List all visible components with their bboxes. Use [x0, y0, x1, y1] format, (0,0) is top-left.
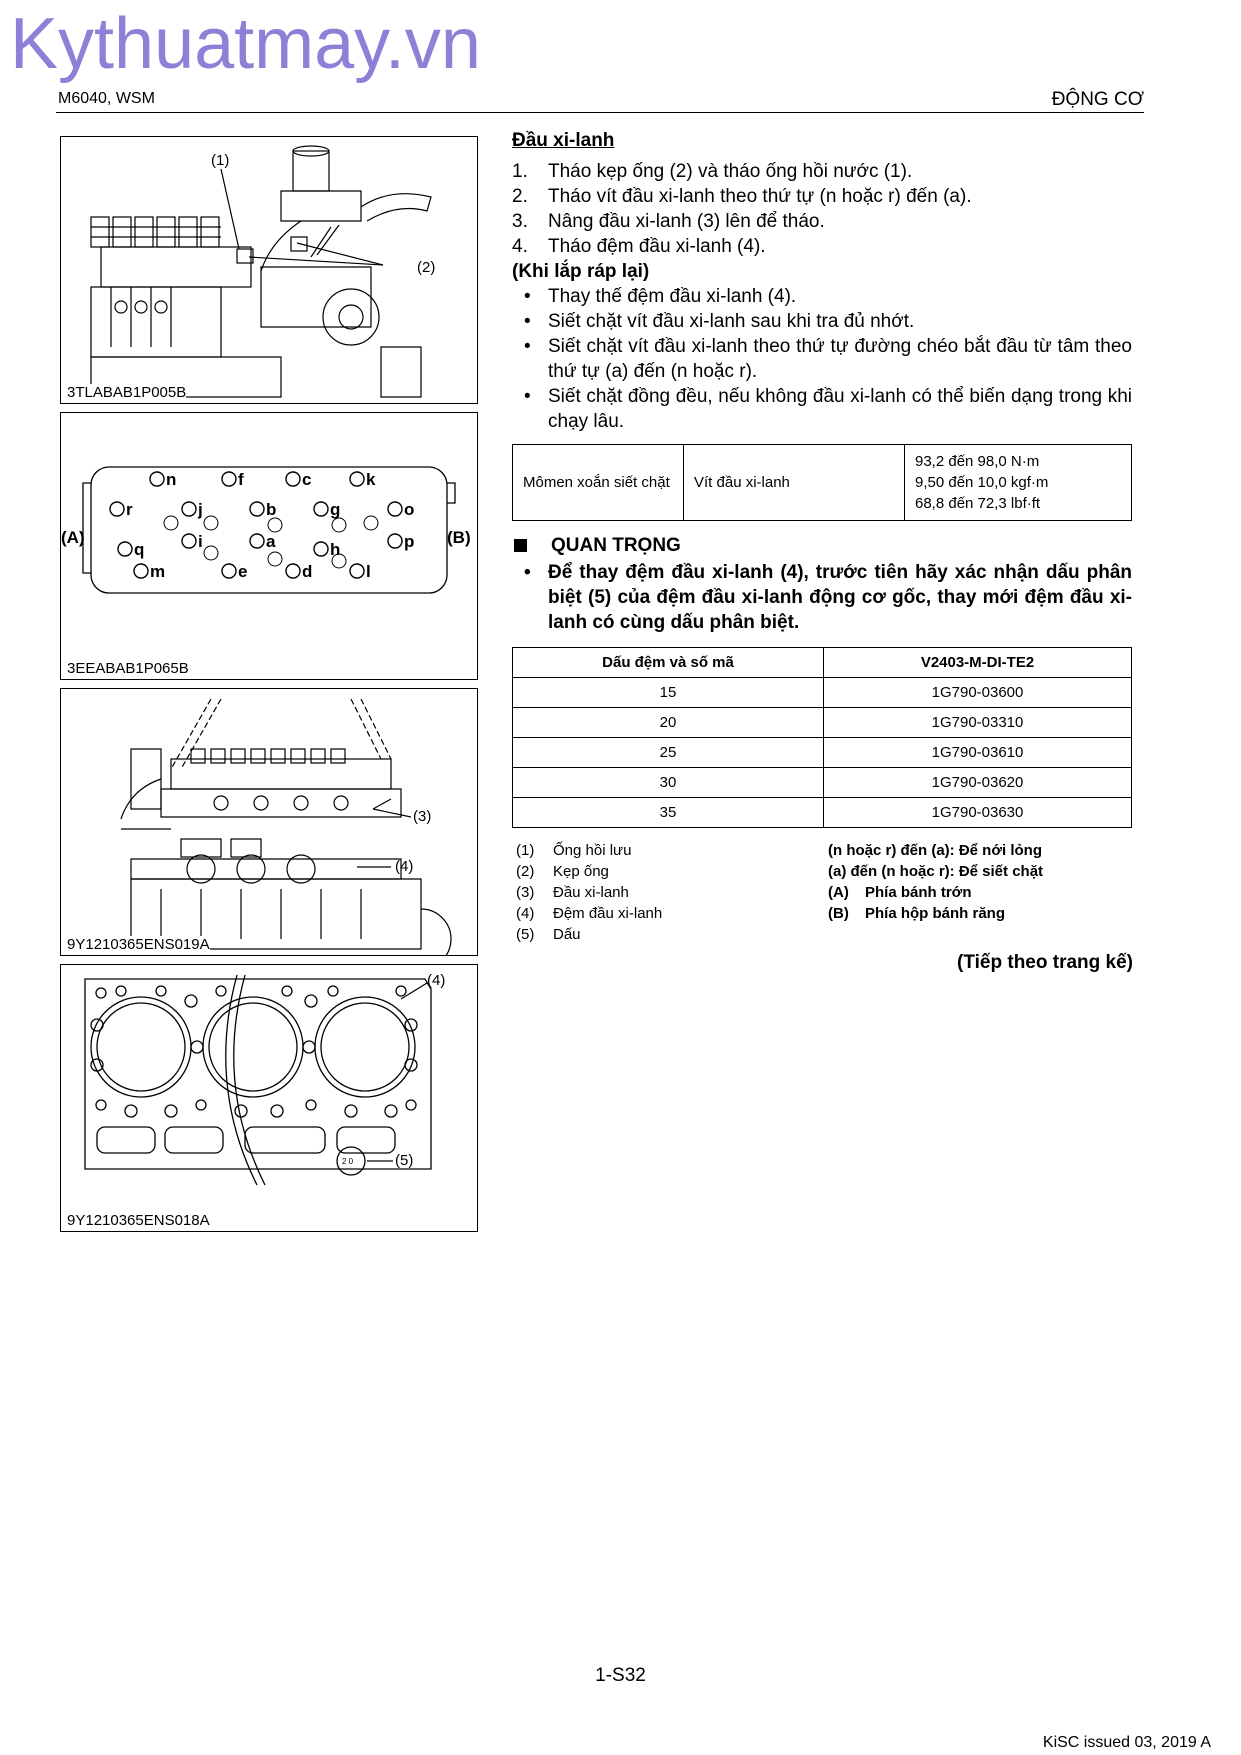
- table-cell: 20: [513, 708, 824, 738]
- bolt-label: a: [266, 532, 276, 551]
- legend-notes: [828, 840, 1148, 924]
- bolt-label: c: [302, 470, 312, 489]
- legend-item: (4) Đệm đầu xi-lanh: [516, 905, 663, 922]
- callout-4: (4): [395, 858, 414, 875]
- figure-code: 9Y1210365ENS019A: [67, 936, 210, 953]
- content-column: [512, 128, 1132, 828]
- step-text: Tháo vít đầu xi-lanh theo thứ tự (n hoặc r) đến (a).: [548, 186, 972, 207]
- torque-value-kgfm: 9,50 đến 10,0 kgf·m: [915, 474, 1049, 491]
- table-row: [513, 798, 1132, 828]
- legend-item: (1) Ống hồi lưu: [516, 842, 632, 859]
- port-circle: [204, 516, 218, 530]
- cylinder-head-bolt-diagram: [61, 413, 478, 680]
- callout-5: (5): [395, 1152, 414, 1169]
- bolt-circle: [314, 542, 328, 556]
- header-divider: [56, 112, 1144, 113]
- bolt-label: b: [266, 500, 277, 519]
- document-id: M6040, WSM: [58, 90, 155, 107]
- bolt-label: k: [366, 470, 376, 489]
- step-text: Nâng đầu xi-lanh (3) lên để tháo.: [548, 211, 825, 232]
- table-cell: 1G790-03630: [824, 798, 1132, 828]
- bolt-circle: [388, 502, 402, 516]
- table-cell: 30: [513, 768, 824, 798]
- bolt-circle: [286, 564, 300, 578]
- legend-item: (3) Đầu xi-lanh: [516, 884, 629, 901]
- legend-item: (5) Dấu: [516, 926, 581, 943]
- bolt-circle: [250, 502, 264, 516]
- bolt-label: i: [198, 532, 203, 551]
- side-label-a: (A): [61, 528, 85, 547]
- figure-code: 9Y1210365ENS018A: [67, 1212, 210, 1229]
- bolt-label: r: [126, 500, 133, 519]
- valve-springs: [91, 217, 221, 247]
- table-cell: 1G790-03610: [824, 738, 1132, 768]
- bolt-label: h: [330, 540, 341, 559]
- table-cell: 1G790-03310: [824, 708, 1132, 738]
- gasket-header-mark: Dấu đệm và số mã: [513, 648, 824, 678]
- torque-value-nm: 93,2 đến 98,0 N·m: [915, 453, 1040, 470]
- list-item: [512, 159, 1132, 184]
- bolt-circle: [110, 502, 124, 516]
- figure-code: 3TLABAB1P005B: [67, 384, 187, 401]
- gasket-mark: 2 0: [342, 1157, 354, 1166]
- reassembly-list: [512, 284, 1132, 434]
- torque-value-lbfft: 68,8 đến 72,3 lbf·ft: [915, 495, 1041, 512]
- figure-code: 3EEABAB1P065B: [67, 660, 189, 677]
- bolt-label: p: [404, 532, 415, 551]
- bolt-label: n: [166, 470, 177, 489]
- table-cell: 25: [513, 738, 824, 768]
- head-gasket-diagram: [61, 965, 478, 1232]
- bolt-circle: [388, 534, 402, 548]
- page-number: 1-S32: [595, 1665, 646, 1686]
- legend-item: (2) Kẹp ống: [516, 863, 609, 880]
- port-circle: [332, 518, 346, 532]
- engine-illustration-1: [61, 137, 478, 404]
- issue-info: KiSC issued 03, 2019 A: [1042, 1734, 1211, 1751]
- step-text: Tháo kẹp ống (2) và tháo ống hồi nước (1).: [548, 161, 913, 182]
- bolt-label: q: [134, 540, 145, 559]
- bolt-circle: [150, 472, 164, 486]
- bolt-circle: [222, 564, 236, 578]
- procedure-title: Đầu xi-lanh: [512, 130, 615, 151]
- bolt-circle: [134, 564, 148, 578]
- figure-bolt-order: [60, 412, 478, 680]
- port-circle: [204, 546, 218, 560]
- list-item: [512, 184, 1132, 209]
- bolt-circle: [250, 534, 264, 548]
- step-number: 2.: [512, 186, 528, 207]
- list-item: • Thay thế đệm đầu xi-lanh (4).: [512, 284, 1132, 309]
- figure-lift-head: [60, 688, 478, 956]
- port-circle: [164, 516, 178, 530]
- step-number: 3.: [512, 211, 528, 232]
- list-item: [512, 234, 1132, 259]
- bolt-label: e: [238, 562, 248, 581]
- callout-2: (2): [417, 259, 436, 276]
- legend-item: (B) Phía hộp bánh răng: [828, 905, 1006, 922]
- important-note: [512, 533, 1132, 635]
- figure-water-pipe: [60, 136, 478, 404]
- bolt-label: j: [198, 500, 203, 519]
- bolt-circle: [286, 472, 300, 486]
- table-row: [513, 738, 1132, 768]
- bolt-circle: [182, 502, 196, 516]
- gasket-header-model: V2403-M-DI-TE2: [824, 648, 1132, 678]
- bolt-circle: [118, 542, 132, 556]
- list-item: • Siết chặt vít đầu xi-lanh theo thứ tự đường chéo bắt đầu từ tâm theo thứ tự (a) đến (n hoặc r).: [512, 334, 1132, 384]
- bolt-label: d: [302, 562, 313, 581]
- table-row: [513, 678, 1132, 708]
- callout-3: (3): [413, 808, 432, 825]
- continued-note: (Tiếp theo trang kế): [957, 952, 1133, 973]
- bolt-circle: [182, 534, 196, 548]
- list-item: • Siết chặt vít đầu xi-lanh sau khi tra đủ nhớt.: [512, 309, 1132, 334]
- side-label-b: (B): [447, 528, 471, 547]
- steps-list: [512, 159, 1132, 259]
- bolt-label: f: [238, 470, 244, 489]
- table-row: [513, 708, 1132, 738]
- torque-label: Mômen xoắn siết chặt: [513, 445, 684, 521]
- table-cell: 15: [513, 678, 824, 708]
- bolt-label: g: [330, 500, 341, 519]
- legend-item: (A) Phía bánh trớn: [828, 884, 972, 901]
- square-icon: [514, 539, 527, 552]
- step-number: 1.: [512, 161, 528, 182]
- table-row: [513, 768, 1132, 798]
- list-item: • Siết chặt đồng đều, nếu không đầu xi-lanh có thể biến dạng trong khi chạy lâu.: [512, 384, 1132, 434]
- bolt-circle: [350, 472, 364, 486]
- watermark-logo: Kythuatmay.vn: [10, 4, 481, 84]
- bolt-label: l: [366, 562, 371, 581]
- list-item: [512, 209, 1132, 234]
- port-circle: [268, 518, 282, 532]
- bolt-label: o: [404, 500, 415, 519]
- bolt-circle: [314, 502, 328, 516]
- step-number: 4.: [512, 236, 528, 257]
- table-cell: 35: [513, 798, 824, 828]
- bolt-circle: [350, 564, 364, 578]
- bolt-circle: [222, 472, 236, 486]
- figure-head-gasket: [60, 964, 478, 1232]
- legend-item: (a) đến (n hoặc r): Để siết chặt: [828, 863, 1044, 880]
- gasket-table: [512, 647, 1132, 828]
- bolt-label: m: [150, 562, 166, 581]
- important-title: QUAN TRỌNG: [551, 535, 681, 556]
- torque-item: Vít đầu xi-lanh: [684, 445, 905, 521]
- step-text: Tháo đệm đầu xi-lanh (4).: [548, 236, 766, 257]
- torque-table: [512, 444, 1132, 521]
- port-circle: [364, 516, 378, 530]
- callout-4: (4): [427, 972, 446, 989]
- callout-1: (1): [211, 152, 230, 169]
- bolt-markers: [110, 470, 414, 581]
- engine-illustration-3: [61, 689, 478, 956]
- important-text: • Để thay đệm đầu xi-lanh (4), trước tiên hãy xác nhận dấu phân biệt (5) của đệm đầu xi-lanh động cơ gốc, thay mới đệm đầu xi-lanh có cùng dấu phân biệt.: [512, 560, 1132, 635]
- legend-item: (n hoặc r) đến (a): Để nới lỏng: [828, 842, 1042, 859]
- port-circle: [268, 552, 282, 566]
- table-cell: 1G790-03600: [824, 678, 1132, 708]
- torque-values: [905, 445, 1132, 521]
- section-title: ĐỘNG CƠ: [1051, 89, 1144, 110]
- legend-parts: [516, 840, 816, 945]
- table-cell: 1G790-03620: [824, 768, 1132, 798]
- reassembly-title: (Khi lắp ráp lại): [512, 261, 650, 282]
